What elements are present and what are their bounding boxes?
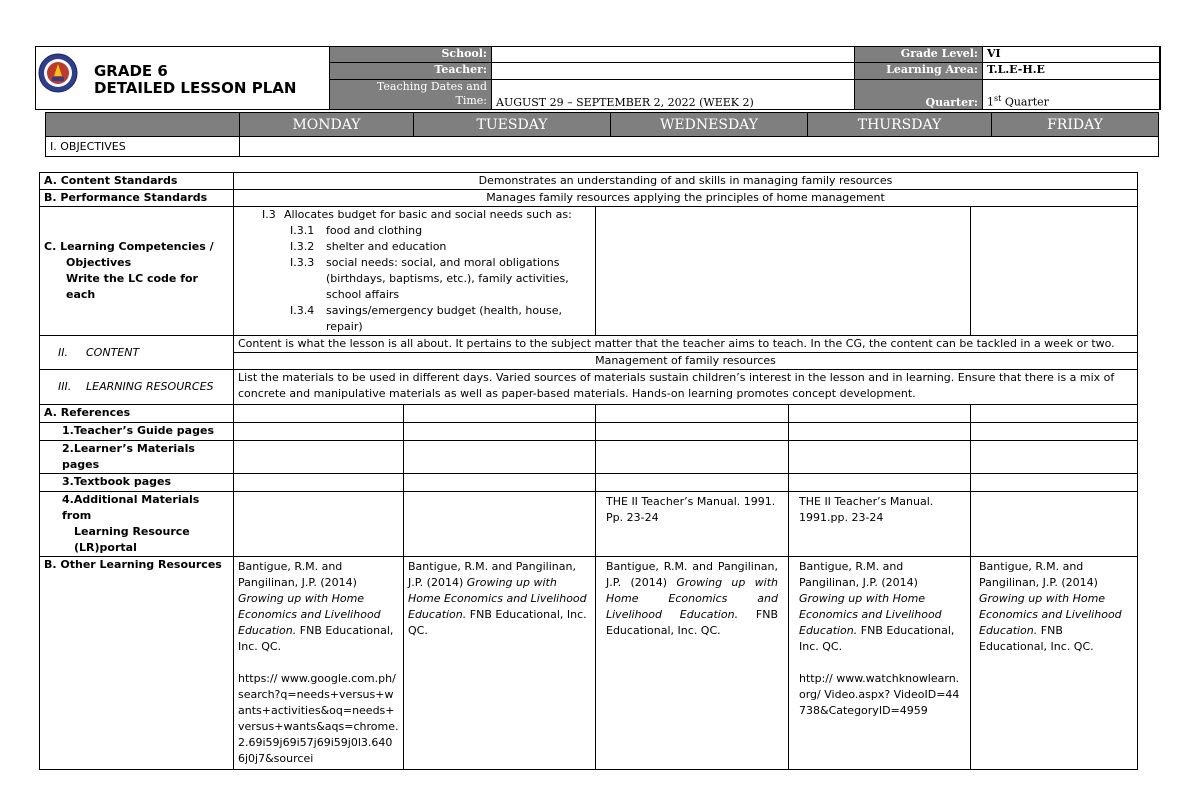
tg-cell bbox=[789, 423, 971, 441]
teacher-value bbox=[492, 63, 855, 80]
content-note: Content is what the lesson is all about. It pertains to the subject matter that the teacher aims to teach. In the CG, the content can be tackled in a week or two. bbox=[234, 336, 1138, 353]
content-standards-label: A. Content Standards bbox=[40, 173, 234, 190]
learning-competencies-fri bbox=[971, 207, 1138, 336]
header-info-table bbox=[329, 46, 1161, 110]
other-wed bbox=[596, 557, 789, 770]
quarter-value bbox=[983, 80, 1161, 110]
objectives-cell bbox=[240, 137, 1159, 157]
lc-item-code: I.3.4 bbox=[290, 304, 315, 317]
school-value bbox=[492, 47, 855, 63]
tb-cell bbox=[234, 474, 404, 492]
other-fri bbox=[971, 557, 1138, 770]
other-author: Bantigue, R.M. and Pangilinan, J.P. (2014) bbox=[238, 560, 357, 589]
lesson-plan-table bbox=[39, 172, 1138, 770]
teacher-label: Teacher: bbox=[330, 63, 492, 80]
textbook-pages-label: 3.Textbook pages bbox=[40, 474, 234, 492]
lm-cell bbox=[971, 441, 1138, 474]
content-standards-value: Demonstrates an understanding of and skills in managing family resources bbox=[234, 173, 1138, 190]
learning-competencies-wed-thu bbox=[596, 207, 971, 336]
ref-cell bbox=[596, 405, 789, 423]
lc-item-code: I.3.2 bbox=[290, 240, 315, 253]
other-title: Growing up with Home Economics and Livelihood Education. bbox=[238, 592, 381, 637]
lc-item-text: food and clothing bbox=[326, 224, 423, 237]
other-title: Growing up with Home Economics and Livelihood Education. bbox=[408, 576, 587, 621]
tb-cell bbox=[789, 474, 971, 492]
learning-area-label: Learning Area: bbox=[855, 63, 983, 80]
other-author: Bantigue, R.M. and Pangilinan, J.P. (2014) bbox=[408, 560, 576, 589]
add-mon bbox=[234, 492, 404, 557]
teaching-dates-label-line1: Teaching Dates and bbox=[376, 80, 487, 93]
add-fri bbox=[971, 492, 1138, 557]
objectives-label: I. OBJECTIVES bbox=[46, 137, 240, 157]
content-value: Management of family resources bbox=[234, 353, 1138, 370]
learners-materials-label: 2.Learner’s Materials pages bbox=[40, 441, 234, 474]
lc-label-line1: C. Learning Competencies / bbox=[44, 240, 214, 253]
other-title: Growing up with Home Economics and Livelihood Education. bbox=[979, 592, 1122, 637]
lc-main-code: I.3 bbox=[262, 208, 276, 221]
resources-label-num: III. bbox=[58, 380, 72, 393]
tg-cell bbox=[971, 423, 1138, 441]
add-wed: THE II Teacher’s Manual. 1991. Pp. 23-24 bbox=[596, 492, 789, 557]
other-mon-link[interactable]: https:// www.google.com.ph/search?q=needs+versus+wants+activities&oq=needs+versus+wants&aqs=chrome.2.69i59j69i57j69i59j0l3.6406j0j7&sourcei bbox=[238, 672, 399, 765]
learning-resources-label bbox=[40, 370, 234, 405]
teachers-guide-label: 1.Teacher’s Guide pages bbox=[40, 423, 234, 441]
grade-level-value: VI bbox=[983, 47, 1161, 63]
other-title: Growing up with Home Economics and Livelihood Education. bbox=[799, 592, 942, 637]
quarter-num: 1 bbox=[987, 96, 994, 109]
day-wednesday: WEDNESDAY bbox=[611, 113, 808, 137]
grade-level-label: Grade Level: bbox=[855, 47, 983, 63]
ref-cell bbox=[971, 405, 1138, 423]
other-author: Bantigue, R.M. and Pangilinan, J.P. (2014) bbox=[799, 560, 918, 589]
add-label-line1: 4.Additional Materials from bbox=[62, 493, 200, 522]
add-tue bbox=[404, 492, 596, 557]
resources-label-text: LEARNING RESOURCES bbox=[86, 380, 214, 393]
teaching-dates-label-line2: Time: bbox=[455, 94, 487, 107]
learning-area-value: T.L.E-H.E bbox=[983, 63, 1161, 80]
references-label: A. References bbox=[40, 405, 234, 423]
tb-cell bbox=[971, 474, 1138, 492]
content-label-num: II. bbox=[58, 345, 68, 359]
teaching-dates-label bbox=[330, 80, 492, 110]
other-thu bbox=[789, 557, 971, 770]
ref-cell bbox=[234, 405, 404, 423]
lc-item-text: shelter and education bbox=[326, 240, 447, 253]
performance-standards-value: Manages family resources applying the principles of home management bbox=[234, 190, 1138, 207]
other-mon bbox=[234, 557, 404, 770]
lc-label-line3: Write the LC code for each bbox=[66, 272, 198, 301]
quarter-sup: st bbox=[994, 94, 1002, 104]
lm-cell bbox=[234, 441, 404, 474]
ref-cell bbox=[404, 405, 596, 423]
other-author: Bantigue, R.M. and Pangilinan, J.P. (2014) bbox=[606, 560, 778, 589]
lc-item-code: I.3.3 bbox=[290, 256, 315, 269]
other-title: Growing up with Home Economics and Livelihood Education. bbox=[606, 576, 778, 621]
day-thursday: THURSDAY bbox=[808, 113, 992, 137]
school-label: School: bbox=[330, 47, 492, 63]
performance-standards-label: B. Performance Standards bbox=[40, 190, 234, 207]
learning-resources-note: List the materials to be used in different days. Varied sources of materials sustain children’s interest in the lesson and in learning. Ensure that there is a mix of concrete and manipulative materials as well as paper-based materials. Hands-on learning promotes concept development. bbox=[234, 370, 1138, 405]
additional-materials-label bbox=[40, 492, 234, 557]
day-monday: MONDAY bbox=[240, 113, 414, 137]
day-friday: FRIDAY bbox=[992, 113, 1159, 137]
learning-competencies-label bbox=[40, 207, 234, 336]
other-author: Bantigue, R.M. and Pangilinan, J.P. (2014) bbox=[979, 560, 1098, 589]
lc-item-text: savings/emergency budget (health, house, repair) bbox=[326, 304, 563, 333]
lm-cell bbox=[789, 441, 971, 474]
quarter-rest: Quarter bbox=[1001, 96, 1049, 109]
tg-cell bbox=[404, 423, 596, 441]
lm-cell bbox=[596, 441, 789, 474]
other-thu-link[interactable]: http:// www.watchknowlearn.org/ Video.aspx? VideoID=44738&CategoryID=4959 bbox=[799, 672, 960, 717]
other-resources-label: B. Other Learning Resources bbox=[40, 557, 234, 770]
tg-cell bbox=[596, 423, 789, 441]
days-blank-cell bbox=[46, 113, 240, 137]
other-pub: FNB Educational, Inc. QC. bbox=[799, 624, 955, 653]
ref-cell bbox=[789, 405, 971, 423]
other-pub: FNB Educational, Inc. QC. bbox=[408, 608, 587, 637]
tb-cell bbox=[404, 474, 596, 492]
add-label-line2: Learning Resource bbox=[74, 525, 190, 538]
lc-main-text: Allocates budget for basic and social needs such as: bbox=[284, 208, 572, 221]
lc-item-code: I.3.1 bbox=[290, 224, 315, 237]
lc-item-text: social needs: social, and moral obligations (birthdays, baptisms, etc.), family activities, school affairs bbox=[326, 256, 569, 301]
day-tuesday: TUESDAY bbox=[414, 113, 611, 137]
add-label-line3: (LR)portal bbox=[74, 541, 137, 554]
add-thu: THE II Teacher’s Manual. 1991.pp. 23-24 bbox=[789, 492, 971, 557]
content-label bbox=[40, 336, 234, 370]
title-grade: GRADE 6 bbox=[94, 62, 168, 80]
quarter-label: Quarter: bbox=[855, 80, 983, 110]
other-tue bbox=[404, 557, 596, 770]
teaching-dates-value: AUGUST 29 – SEPTEMBER 2, 2022 (WEEK 2) bbox=[492, 80, 855, 110]
learning-competencies-mon-tue bbox=[234, 207, 596, 336]
tb-cell bbox=[596, 474, 789, 492]
days-table bbox=[45, 112, 1159, 157]
title-dlp: DETAILED LESSON PLAN bbox=[94, 79, 297, 97]
other-pub: FNB Educational, Inc. QC. bbox=[606, 608, 779, 637]
content-label-text: CONTENT bbox=[86, 345, 140, 359]
other-pub: FNB Educational, Inc. QC. bbox=[238, 624, 394, 653]
lc-label-line2: Objectives bbox=[66, 256, 132, 269]
other-pub: FNB Educational, Inc. QC. bbox=[979, 624, 1094, 653]
tg-cell bbox=[234, 423, 404, 441]
lm-cell bbox=[404, 441, 596, 474]
